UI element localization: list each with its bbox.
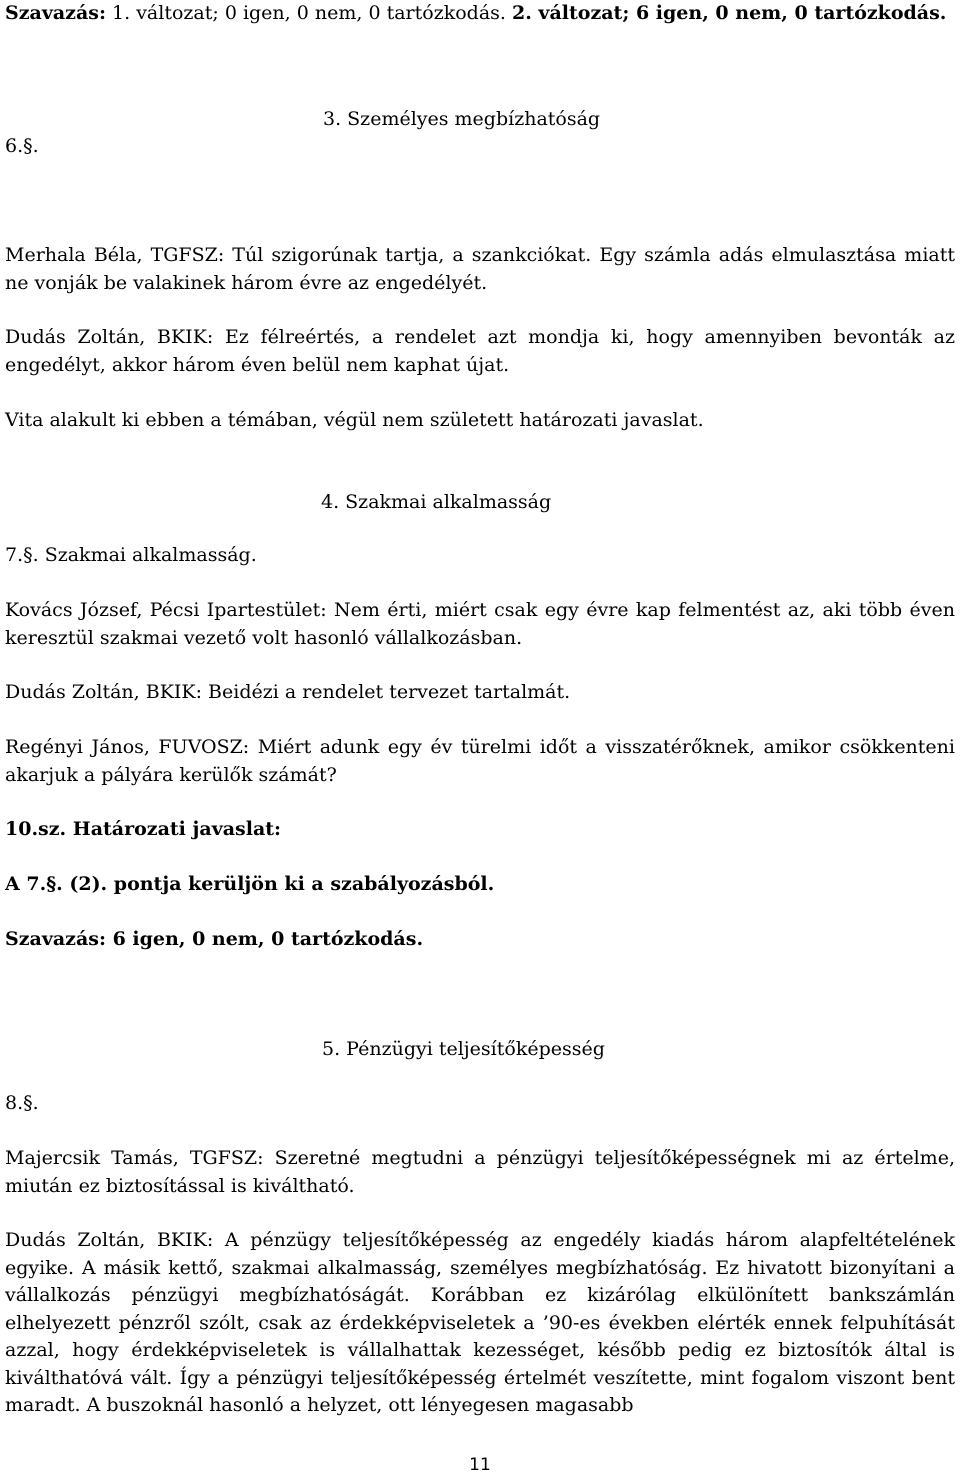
vote-variant-1: 1. változat; 0 igen, 0 nem, 0 tartózkodás. [105,2,512,24]
vote-variant-2: 2. változat; 6 igen, 0 nem, 0 tartózkodás. [511,2,947,24]
section-heading-professional-competence: 4. Szakmai alkalmasság [321,491,552,513]
paragraph-dudas-1: Dudás Zoltán, BKIK: Ez félreértés, a rendelet azt mondja ki, hogy amennyiben bevonták az engedélyt, akkor három éven belül nem kaphat újat. [5,326,955,376]
paragraph-regenyi: Regényi János, FUVOSZ: Miért adunk egy év türelmi időt a visszatérőknek, amikor csökkenteni akarjuk a pályára kerülők számát? [5,736,955,786]
paragraph-debate-note: Vita alakult ki ebben a témában, végül nem született határozati javaslat. [5,409,704,431]
vote-label: Szavazás: [5,2,106,24]
section-heading-financial-capacity: 5. Pénzügyi teljesítőképesség [322,1038,605,1060]
paragraph-dudas-3: Dudás Zoltán, BKIK: A pénzügy teljesítőképesség az engedély kiadás három alapfeltételének egyike. A másik kettő, szakmai alkalmasság, személyes megbízhatóság. Ez hivatott bizonyítani a vállalkozás pénzügyi megbízhatóságát. Korábban ez kizárólag elkülönített bankszámlán elhelyezett pénzről szólt, csak az érdekképviseletek a ’90-es években elérték ennek felpuhítását azzal, hogy érdekképviseletek is vállalhattak kezességet, később pedig ez biztosítók által is kiválthatóvá vált. Így a pénzügyi teljesítőképesség értelmét veszítette, mint fogalom viszont bent maradt. A buszoknál hasonló a helyzet, ott lényegesen magasabb [5,1229,955,1416]
resolution-title: 10.sz. Határozati javaslat: [5,818,282,840]
section-label-7: 7.§. Szakmai alkalmasság. [5,544,257,566]
vote-result-variants [5,0,955,28]
paragraph-merhala: Merhala Béla, TGFSZ: Túl szigorúnak tartja, a szankciókat. Egy számla adás elmulasztása miatt ne vonják be valakinek három évre az engedélyét. [5,244,955,294]
page-number: 11 [469,1455,491,1475]
section-label-6: 6.§. [5,135,39,157]
section-label-8: 8.§. [5,1092,39,1114]
paragraph-majercsik: Majercsik Tamás, TGFSZ: Szeretné megtudni a pénzügyi teljesítőképességnek mi az értelme, miután ez biztosítással is kiváltható. [5,1147,955,1197]
paragraph-dudas-2: Dudás Zoltán, BKIK: Beidézi a rendelet tervezet tartalmát. [5,681,571,703]
paragraph-kovacs: Kovács József, Pécsi Ipartestület: Nem érti, miért csak egy évre kap felmentést az, aki több éven keresztül szakmai vezető volt hasonló vállalkozásban. [5,599,955,649]
resolution-text: A 7.§. (2). pontja kerüljön ki a szabályozásból. [5,873,495,895]
vote-result: Szavazás: 6 igen, 0 nem, 0 tartózkodás. [5,928,424,950]
section-heading-personal-reliability: 3. Személyes megbízhatóság [323,108,601,130]
